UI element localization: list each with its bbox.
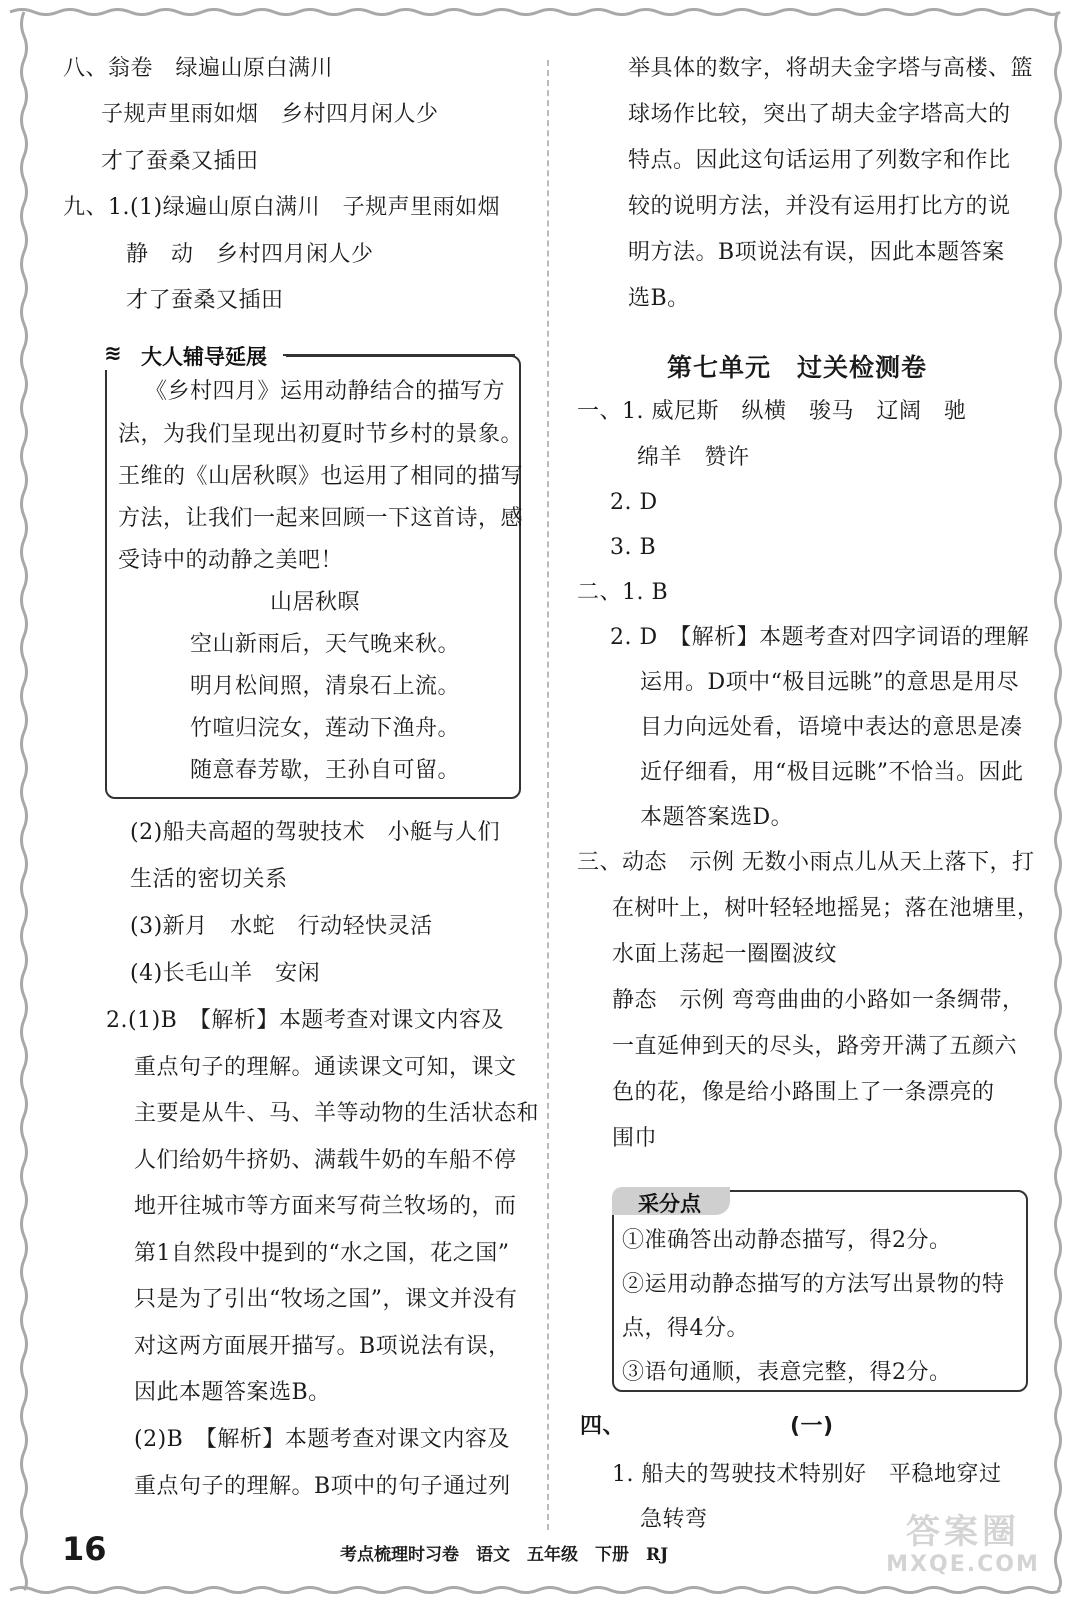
section8-line2: 子规声里雨如烟 乡村四月闲人少 (101, 102, 439, 127)
part1-line4: 3. B (610, 535, 657, 560)
watermark-bottom: MXQE.COM (886, 1552, 1040, 1577)
part3-line2: 在树叶上，树叶轻轻地摇晃；落在池塘里， (612, 896, 1040, 921)
section9-line1: 九、1.(1)绿遍山原白满川 子规声里雨如烟 (63, 195, 501, 220)
part1-line3: 2. D (610, 490, 658, 515)
part2-line3: 运用。D项中“极目远眺”的意思是用尽 (640, 670, 1020, 695)
part3-line5: 一直延伸到天的尽头，路旁开满了五颜六 (612, 1034, 1018, 1059)
continued-line1: 举具体的数字，将胡夫金字塔与高楼、篮 (628, 56, 1034, 81)
continued-line3: 特点。因此这句话运用了列数字和作比 (628, 148, 1011, 173)
extension-tag-rule (283, 354, 515, 356)
poem-line2: 明月松间照，清泉石上流。 (190, 674, 461, 699)
part2-line4: 目力向远处看，语境中表达的意思是凑 (640, 715, 1023, 740)
extension-p1: 《乡村四月》运用动静结合的描写方 (145, 379, 506, 404)
continued-line6: 选B。 (628, 286, 690, 311)
section9-line3: 才了蚕桑又插田 (126, 288, 284, 313)
continued-line5: 明方法。B项说法有误，因此本题答案 (628, 240, 1005, 265)
scoring-line1: ①准确答出动静态描写，得2分。 (622, 1228, 952, 1253)
q2-analysis-line3: 主要是从牛、马、羊等动物的生活状态和 (134, 1101, 540, 1126)
section9-line2: 静 动 乡村四月闲人少 (126, 242, 374, 267)
scoring-box-tag: 采分点 (638, 1192, 701, 1216)
q2-analysis-line2: 重点句子的理解。通读课文可知，课文 (134, 1055, 517, 1080)
scoring-line3: 点，得4分。 (622, 1316, 749, 1341)
q2-analysis-line1: 2.(1)B 【解析】本题考查对课文内容及 (106, 1008, 504, 1033)
site-watermark (878, 1512, 1048, 1588)
extension-box-tag: 大人辅导延展 (141, 345, 267, 369)
q2-analysis-line6: 第1自然段中提到的“水之国，花之国” (134, 1241, 510, 1266)
part4-line2: 急转弯 (640, 1507, 708, 1532)
wave-lines-icon: ≋ (104, 341, 122, 365)
part3-line1: 三、动态 示例 无数小雨点儿从天上落下，打 (577, 850, 1035, 875)
part1-line1: 一、1. 威尼斯 纵横 骏马 辽阔 驰 (577, 399, 967, 424)
q2-analysis-line9: 因此本题答案选B。 (134, 1380, 331, 1405)
extension-p4: 方法，让我们一起来回顾一下这首诗，感 (118, 506, 524, 531)
q2-analysis-line8: 对这两方面展开描写。B项说法有误， (134, 1334, 511, 1359)
part3-line7: 围巾 (612, 1126, 658, 1151)
continued-line4: 较的说明方法，并没有运用打比方的说 (628, 194, 1011, 219)
part4-line1: 1. 船夫的驾驶技术特别好 平稳地穿过 (612, 1462, 1002, 1487)
section8-line1: 八、翁卷 绿遍山原白满川 (63, 56, 334, 81)
book-info: 考点梳理时习卷 语文 五年级 下册 RJ (340, 1545, 669, 1565)
extension-p2: 法，为我们呈现出初夏时节乡村的景象。 (118, 422, 524, 447)
part4-sub: (一) (790, 1414, 834, 1439)
scoring-line4: ③语句通顺，表意完整，得2分。 (622, 1360, 952, 1385)
extension-p5: 受诗中的动静之美吧！ (118, 548, 344, 573)
part2-line5: 近仔细看，用“极目远眺”不恰当。因此 (640, 760, 1024, 785)
q2-analysis-line10: (2)B 【解析】本题考查对课文内容及 (134, 1427, 510, 1452)
q2-analysis-line5: 地开往城市等方面来写荷兰牧场的，而 (134, 1194, 517, 1219)
poem-line4: 随意春芳歇，王孙自可留。 (190, 758, 461, 783)
q2-analysis-line4: 人们给奶牛挤奶、满载牛奶的车船不停 (134, 1148, 517, 1173)
part3-line6: 色的花，像是给小路围上了一条漂亮的 (612, 1080, 995, 1105)
q2-answer-line2: 生活的密切关系 (130, 867, 288, 892)
column-divider (547, 60, 549, 1530)
poem-line1: 空山新雨后，天气晚来秋。 (190, 632, 461, 657)
q2-analysis-line11: 重点句子的理解。B项中的句子通过列 (134, 1474, 511, 1499)
poem-title: 山居秋暝 (270, 590, 361, 615)
part2-line1: 二、1. B (577, 580, 669, 605)
watermark-top: 答案圈 (906, 1512, 1020, 1552)
part3-line3: 水面上荡起一圈圈波纹 (612, 942, 838, 967)
part4-label: 四、 (580, 1414, 626, 1439)
part2-line2: 2. D 【解析】本题考查对四字词语的理解 (610, 625, 1030, 650)
section8-line3: 才了蚕桑又插田 (101, 149, 259, 174)
continued-line2: 球场作比较，突出了胡夫金字塔高大的 (628, 102, 1011, 127)
scoring-line2: ②运用动静态描写的方法写出景物的特 (622, 1272, 1005, 1297)
part2-line6: 本题答案选D。 (640, 805, 794, 830)
part3-line4: 静态 示例 弯弯曲曲的小路如一条绸带， (612, 988, 1025, 1013)
page-number: 16 (62, 1530, 107, 1568)
q2-analysis-line7: 只是为了引出“牧场之国”，课文并没有 (134, 1287, 518, 1312)
extension-p3: 王维的《山居秋暝》也运用了相同的描写 (118, 464, 524, 489)
q2-answer-line4: (4)长毛山羊 安闲 (130, 961, 321, 986)
part1-line2: 绵羊 赞许 (637, 445, 750, 470)
q2-answer-line3: (3)新月 水蛇 行动轻快灵活 (130, 914, 433, 939)
poem-line3: 竹喧归浣女，莲动下渔舟。 (190, 716, 461, 741)
unit-heading: 第七单元 过关检测卷 (667, 353, 928, 382)
q2-answer-line1: (2)船夫高超的驾驶技术 小艇与人们 (130, 820, 501, 845)
